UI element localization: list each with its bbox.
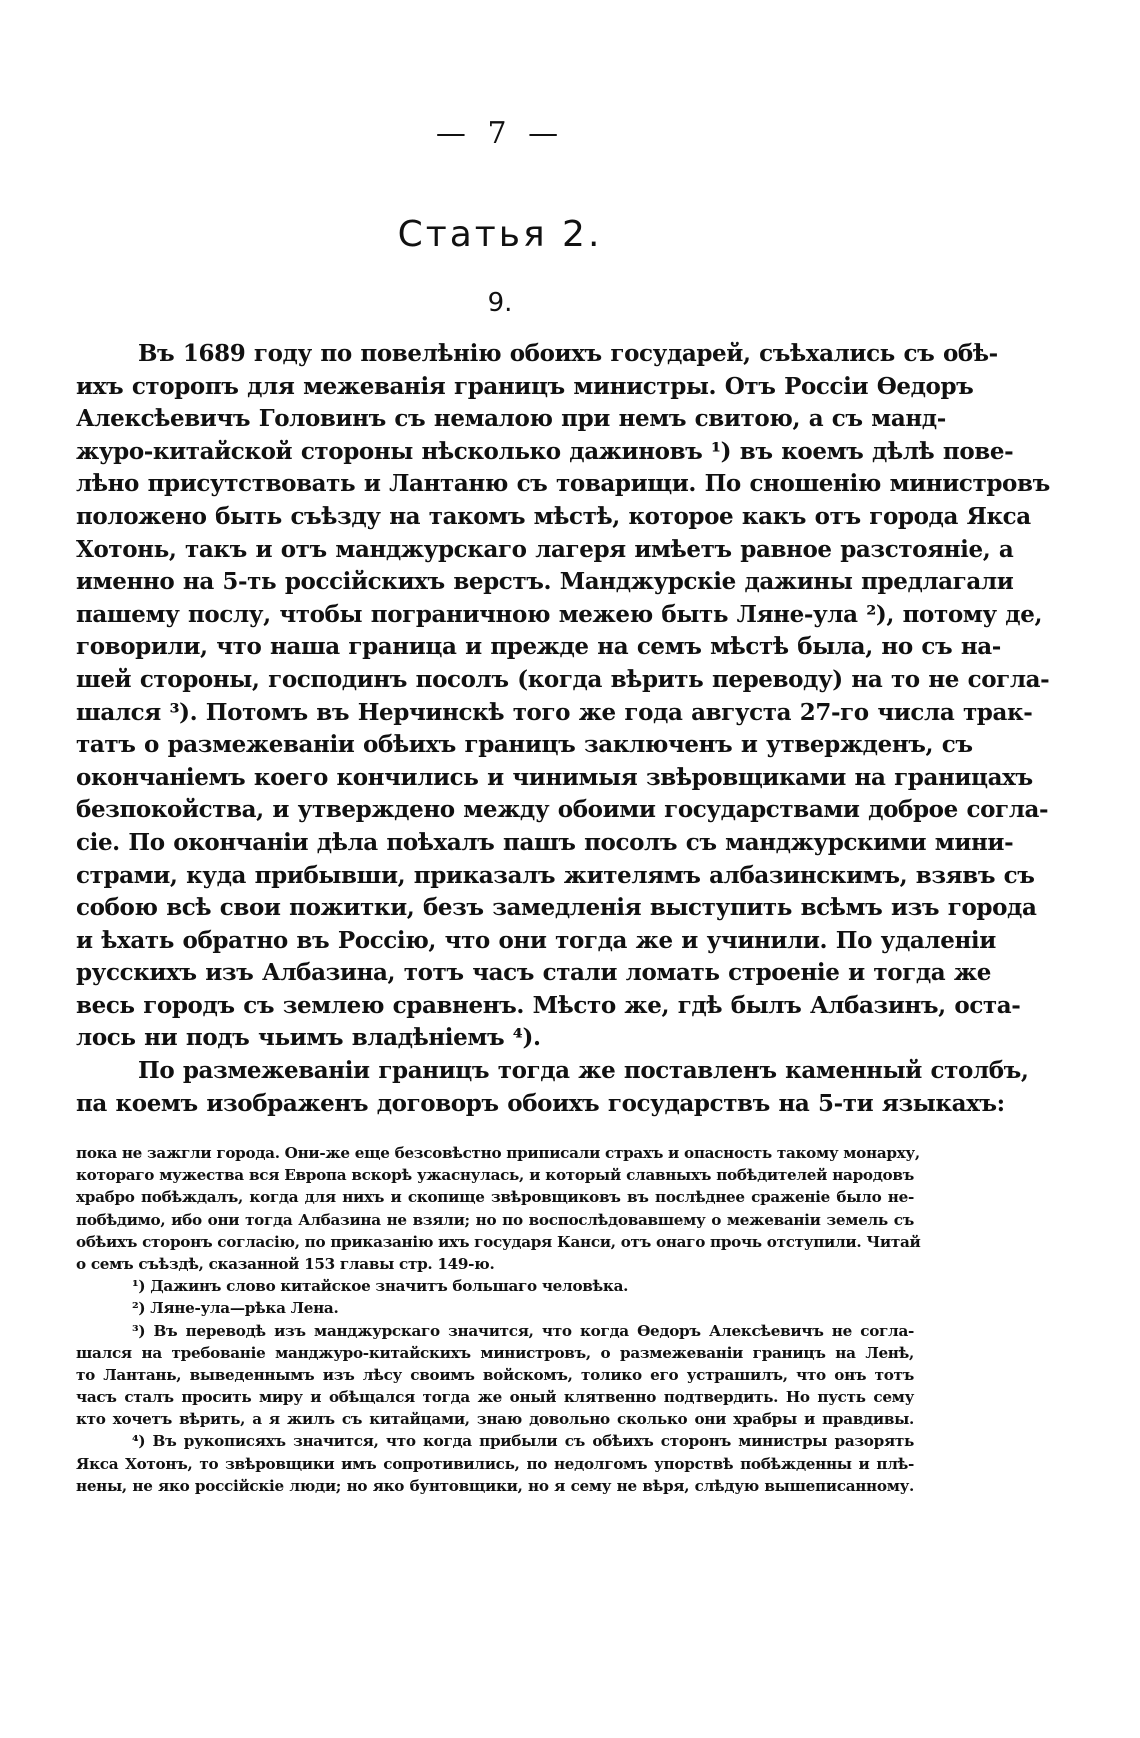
footnote-2: ²) Ляне-ула—рѣка Лена. <box>132 1299 339 1318</box>
text-line: па коемъ изображенъ договоръ обоихъ государствъ на 5-ти языкахъ: <box>76 1089 1005 1117</box>
text-line: Хотонь, такъ и отъ манджурскаго лагеря имѣетъ равное разстояніе, а <box>76 535 1014 563</box>
text-line: лѣно присутствовать и Лантаню съ товарищи. По сношенію министровъ <box>76 470 1050 498</box>
footnote-line: часъ сталъ просить миру и обѣщался тогда же оный клятвенно подтвердить. Но пусть сему <box>76 1388 914 1407</box>
text-line: ихъ сторопъ для межеванія границъ министры. Отъ Россіи Ѳедоръ <box>76 372 974 400</box>
footnote-line: пока не зажгли города. Они-же еще безсовѣстно приписали страхъ и опасность такому монарху, <box>76 1144 920 1162</box>
text-line: собою всѣ свои пожитки, безъ замедленія выступить всѣмъ изъ города <box>76 894 1037 922</box>
footnotes <box>76 1142 921 1497</box>
text-line: русскихъ изъ Албазина, тотъ часъ стали ломать строеніе и тогда же <box>76 959 991 987</box>
footnote-line: то Лантань, выведеннымъ изъ лѣсу своимъ войскомъ, толико его устрашилъ, что онъ тотъ <box>76 1365 914 1384</box>
text-line: шался ³). Потомъ въ Нерчинскѣ того же года августа 27-го числа трак- <box>76 698 1033 726</box>
text-line: безпокойства, и утверждено между обоими государствами доброе согла- <box>76 796 1049 824</box>
text-line: страми, куда прибывши, приказалъ жителямъ албазинскимъ, взявъ съ <box>76 861 1035 889</box>
footnote-4: ⁴) Въ рукописяхъ значится, что когда прибыли съ обѣихъ сторонъ министры разорять <box>132 1432 914 1451</box>
footnote-line: нены, не яко россійскіе люди; но яко бунтовщики, но я сему не вѣря, слѣдую вышеписанному. <box>76 1476 914 1495</box>
text-line: Въ 1689 году по повелѣнію обоихъ государей, съѣхались съ обѣ- <box>138 340 998 367</box>
footnote-line: шался на требованіе манджуро-китайскихъ министровъ, о размежеваніи границъ на Ленѣ, <box>76 1343 914 1362</box>
text-line: положено быть съѣзду на такомъ мѣстѣ, которое какъ отъ города Якса <box>76 502 1031 530</box>
text-line: сіе. По окончаніи дѣла поѣхалъ пашъ посолъ съ манджурскими мини- <box>76 828 1014 856</box>
footnote-line: храбро побѣждалъ, когда для нихъ и скопище звѣровщиковъ въ послѣднее сраженіе было не- <box>76 1188 914 1207</box>
footnote-line: Якса Хотонъ, то звѣровщики имъ сопротивились, по недолгомъ упорствѣ побѣжденны и плѣ- <box>76 1454 914 1473</box>
text-line: лось ни подъ чьимъ владѣніемъ ⁴). <box>76 1024 541 1052</box>
footnote-1: ¹) Дажинъ слово китайское значитъ большаго человѣка. <box>132 1277 629 1296</box>
footnote-line: кто хочетъ вѣрить, а я жилъ съ китайцами, знаю довольно сколько они храбры и правдивы. <box>76 1410 914 1429</box>
text-line: весь городъ съ землею сравненъ. Мѣсто же, гдѣ былъ Албазинъ, оста- <box>76 991 1021 1019</box>
text-line: татъ о размежеваніи обѣихъ границъ заключенъ и утвержденъ, съ <box>76 731 973 759</box>
footnote-line: обѣихъ сторонъ согласію, по приказанію ихъ государя Канси, отъ онаго прочь отступили. Читай <box>76 1232 921 1251</box>
text-line: По размежеваніи границъ тогда же поставленъ каменный столбъ, <box>138 1057 1029 1085</box>
footnote-line: котораго мужества вся Европа вскорѣ ужаснулась, и который славныхъ побѣдителей народовъ <box>76 1166 914 1185</box>
text-line: Алексѣевичъ Головинъ съ немалою при немъ свитою, а съ манд- <box>76 405 946 433</box>
footnote-line: о семъ съѣздѣ, сказанной 153 главы стр. 149-ю. <box>76 1254 495 1273</box>
text-line: шей стороны, господинъ посолъ (когда вѣрить переводу) на то не согла- <box>76 665 1050 693</box>
page-number: — 7 — <box>435 116 565 151</box>
text-line: именно на 5-ть россійскихъ верстъ. Манджурскіе дажины предлагали <box>76 568 1014 596</box>
text-line: говорили, что наша граница и прежде на семъ мѣстѣ была, но съ на- <box>76 633 1001 661</box>
article-title: Статья 2. <box>397 214 603 255</box>
footnote-3: ³) Въ переводѣ изъ манджурскаго значится, что когда Ѳедоръ Алексѣевичъ не согла- <box>132 1321 914 1340</box>
text-line: окончаніемъ коего кончились и чинимыя звѣровщиками на границахъ <box>76 763 1033 791</box>
section-number: 9. <box>487 288 513 318</box>
footnote-line: побѣдимо, ибо они тогда Албазина не взяли; но по воспослѣдовавшему о межеваніи земель съ <box>76 1210 914 1229</box>
text-line: пашему послу, чтобы пограничною межею быть Ляне-ула ²), потому де, <box>76 600 1043 628</box>
text-line: журо-китайской стороны нѣсколько дажиновъ ¹) въ коемъ дѣлѣ пове- <box>76 437 1014 465</box>
text-line: и ѣхать обратно въ Россію, что они тогда же и учинили. По удаленіи <box>76 926 996 954</box>
main-text <box>76 338 1050 1120</box>
